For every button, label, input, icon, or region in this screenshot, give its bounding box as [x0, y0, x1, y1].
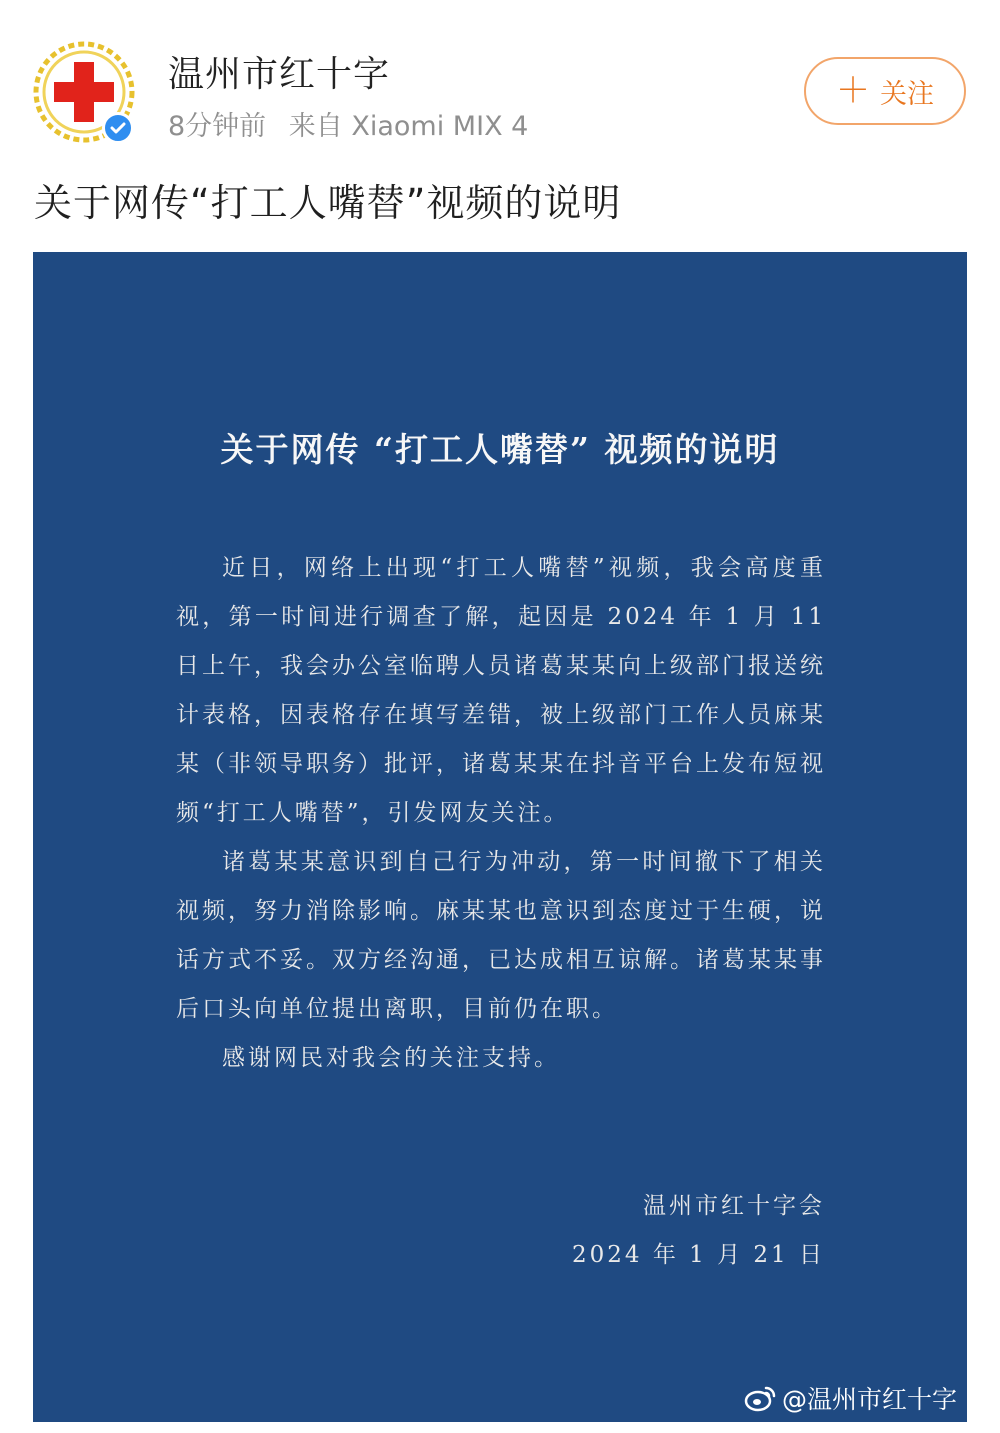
document-paragraph: 感谢网民对我会的关注支持。: [222, 1045, 560, 1071]
weibo-logo-icon: [744, 1383, 778, 1413]
signature-date: 2024 年 1 月 21 日: [572, 1242, 825, 1268]
user-name[interactable]: 温州市红十字: [168, 54, 391, 95]
follow-button-label: 关注: [880, 78, 934, 110]
follow-button[interactable]: [804, 57, 966, 125]
plus-icon: ＋: [836, 71, 870, 111]
post-source: 来自 Xiaomi MIX 4: [288, 111, 529, 142]
post-time: 8分钟前: [168, 111, 267, 142]
post-meta: [168, 104, 528, 143]
post-image[interactable]: [33, 252, 967, 1422]
watermark: [744, 1380, 957, 1416]
post-title: 关于网传“打工人嘴替”视频的说明: [34, 181, 622, 225]
watermark-text: @温州市红十字: [781, 1385, 957, 1414]
document-body: [176, 544, 826, 1083]
document-paragraph: 近日，网络上出现“打工人嘴替”视频，我会高度重视，第一时间进行调查了解，起因是 2024 年 1 月 11 日上午，我会办公室临聘人员诸葛某某向上级部门报送统计表格，因表格存在填写差错，被上级部门工作人员麻某某（非领导职务）批评，诸葛某某在抖音平台上发布短视频“打工人嘴替”，引发网友关注。: [176, 555, 826, 826]
document-title: 关于网传 “打工人嘴替” 视频的说明: [220, 430, 780, 469]
verified-badge-icon: [102, 112, 134, 144]
document-paragraph: 诸葛某某意识到自己行为冲动，第一时间撤下了相关视频，努力消除影响。麻某某也意识到态度过于生硬，说话方式不妥。双方经沟通，已达成相互谅解。诸葛某某事后口头向单位提出离职，目前仍在职。: [176, 849, 826, 1022]
document-signature: [572, 1182, 825, 1280]
post-header: [0, 0, 1000, 160]
signature-organization: 温州市红十字会: [643, 1193, 825, 1219]
